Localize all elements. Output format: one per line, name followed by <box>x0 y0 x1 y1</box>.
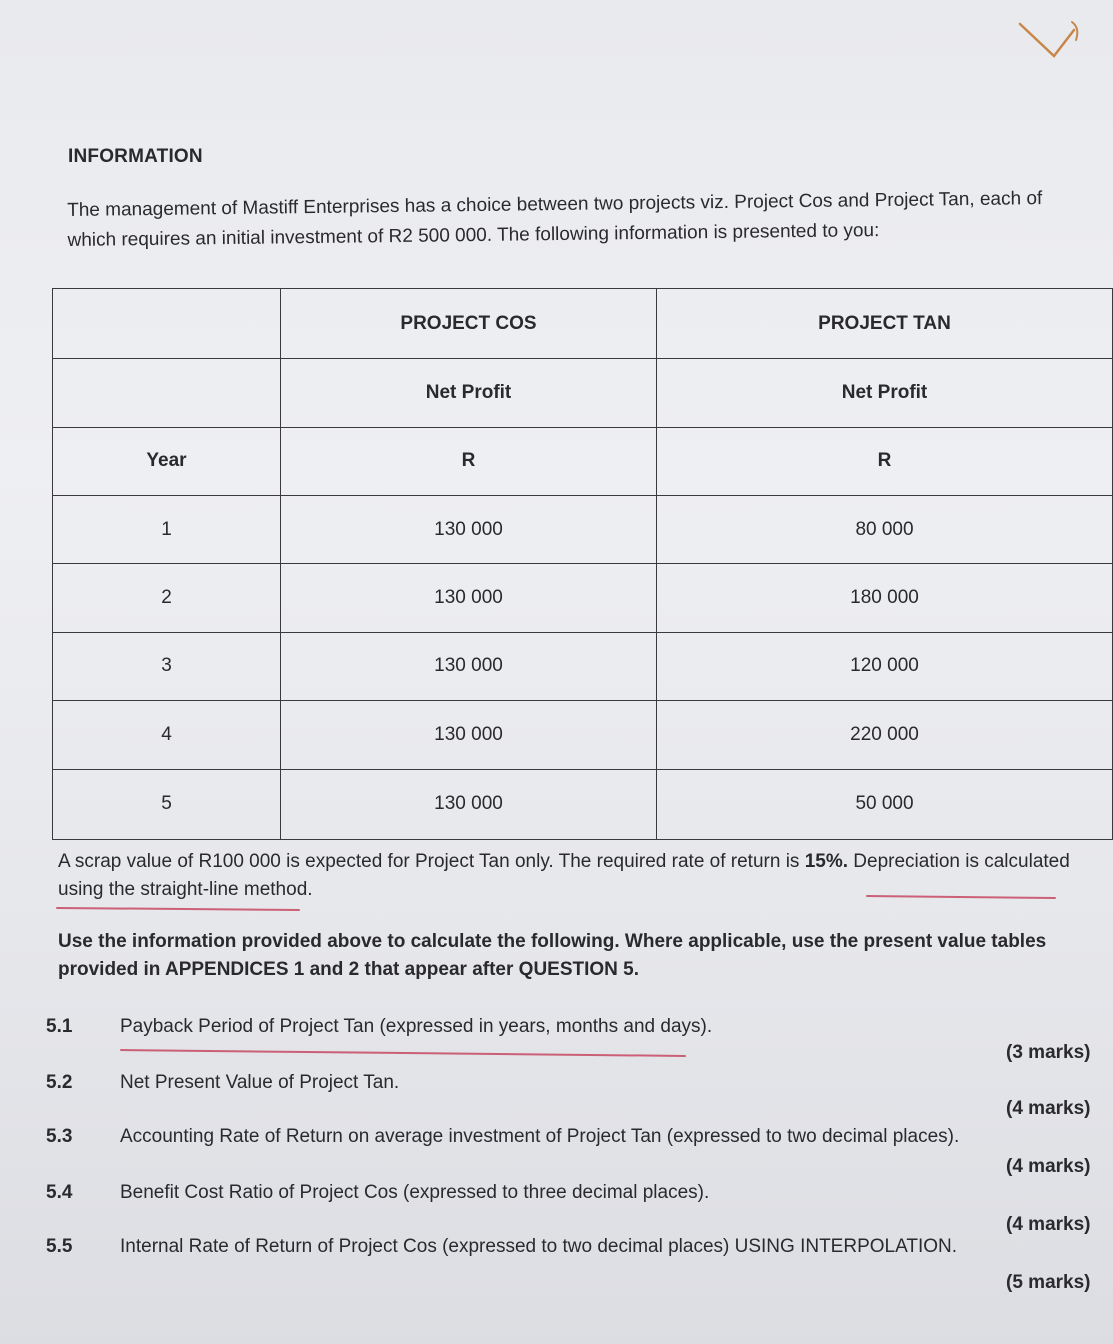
table-row <box>53 564 1113 632</box>
question-number: 5.1 <box>46 1016 73 1037</box>
cos-value-cell: 130 000 <box>281 769 657 839</box>
question-number: 5.4 <box>46 1182 73 1203</box>
pen-checkmark-icon <box>1010 18 1080 78</box>
table-row <box>53 496 1113 564</box>
question-text: Net Present Value of Project Tan. <box>120 1072 400 1093</box>
question-item <box>0 1236 1091 1293</box>
year-cell: 1 <box>53 496 281 564</box>
question-text: Payback Period of Project Tan (expressed in years, months and days). <box>120 1016 713 1037</box>
cos-value-cell: 130 000 <box>281 632 657 700</box>
section-heading: INFORMATION <box>68 146 203 167</box>
question-text: Benefit Cost Ratio of Project Cos (expressed to three decimal places). <box>120 1182 710 1203</box>
table-row <box>53 701 1113 769</box>
tan-value-cell: 220 000 <box>657 701 1113 769</box>
table-row <box>53 632 1113 700</box>
empty-cell <box>53 289 281 359</box>
year-header: Year <box>53 427 281 495</box>
project-tan-header: PROJECT TAN <box>657 289 1113 359</box>
table-row <box>53 769 1113 839</box>
table-subheader-row <box>53 359 1113 427</box>
question-item <box>0 1182 1091 1235</box>
question-text: Accounting Rate of Return on average investment of Project Tan (expressed to two decimal places). <box>120 1126 960 1147</box>
cos-value-cell: 130 000 <box>281 496 657 564</box>
question-marks: (3 marks) <box>1006 1042 1091 1063</box>
required-rate: 15%. <box>804 851 849 872</box>
pen-underline <box>56 907 300 911</box>
year-cell: 5 <box>53 769 281 839</box>
table-header-row <box>53 289 1113 359</box>
pen-underline <box>120 1049 686 1057</box>
question-item <box>0 1016 1091 1063</box>
year-cell: 3 <box>53 632 281 700</box>
year-cell: 4 <box>53 701 281 769</box>
year-cell: 2 <box>53 564 281 632</box>
intro-paragraph <box>67 184 1078 256</box>
empty-cell <box>53 359 281 427</box>
notes-text: A scrap value of R100 000 is expected for Project Tan only. The required rate of return is <box>58 851 805 872</box>
tan-value-cell: 80 000 <box>657 496 1113 564</box>
tan-value-cell: 50 000 <box>657 769 1113 839</box>
table-currency-row <box>53 427 1113 495</box>
net-profit-tan-header: Net Profit <box>657 359 1113 427</box>
instructions-line-1: Use the information provided above to calculate the following. Where applicable, use the present value tables <box>58 931 1047 952</box>
intro-line-2: which requires an initial investment of R2 500 000. The following information is presented to you: <box>67 220 880 251</box>
net-profit-cos-header: Net Profit <box>281 359 657 427</box>
currency-cos: R <box>281 427 657 495</box>
question-marks: (4 marks) <box>1006 1156 1091 1177</box>
cos-value-cell: 130 000 <box>281 564 657 632</box>
instructions-line-2: provided in APPENDICES 1 and 2 that appear after QUESTION 5. <box>58 959 640 980</box>
tan-value-cell: 180 000 <box>657 564 1113 632</box>
notes-line-2: using the straight-line method. <box>58 879 313 900</box>
tan-value-cell: 120 000 <box>657 632 1113 700</box>
currency-tan: R <box>657 427 1113 495</box>
question-marks: (5 marks) <box>1006 1272 1091 1293</box>
question-number: 5.5 <box>46 1236 73 1257</box>
cos-value-cell: 130 000 <box>281 701 657 769</box>
question-number: 5.3 <box>46 1126 73 1147</box>
question-text: Internal Rate of Return of Project Cos (expressed to two decimal places) USING INTERPOLATION. <box>120 1236 958 1257</box>
intro-line-1: The management of Mastiff Enterprises has a choice between two projects viz. Project Cos and Project Tan, each of <box>67 188 1043 221</box>
notes-depreciation: Depreciation is calculated <box>848 851 1070 872</box>
question-marks: (4 marks) <box>1006 1214 1091 1235</box>
project-data-table <box>52 288 1113 840</box>
question-item <box>0 1126 1091 1177</box>
instructions-paragraph <box>58 928 1080 984</box>
question-number: 5.2 <box>46 1072 73 1093</box>
notes-line-1 <box>58 848 1080 876</box>
project-cos-header: PROJECT COS <box>281 289 657 359</box>
question-marks: (4 marks) <box>1006 1098 1091 1119</box>
question-item <box>0 1072 1091 1119</box>
